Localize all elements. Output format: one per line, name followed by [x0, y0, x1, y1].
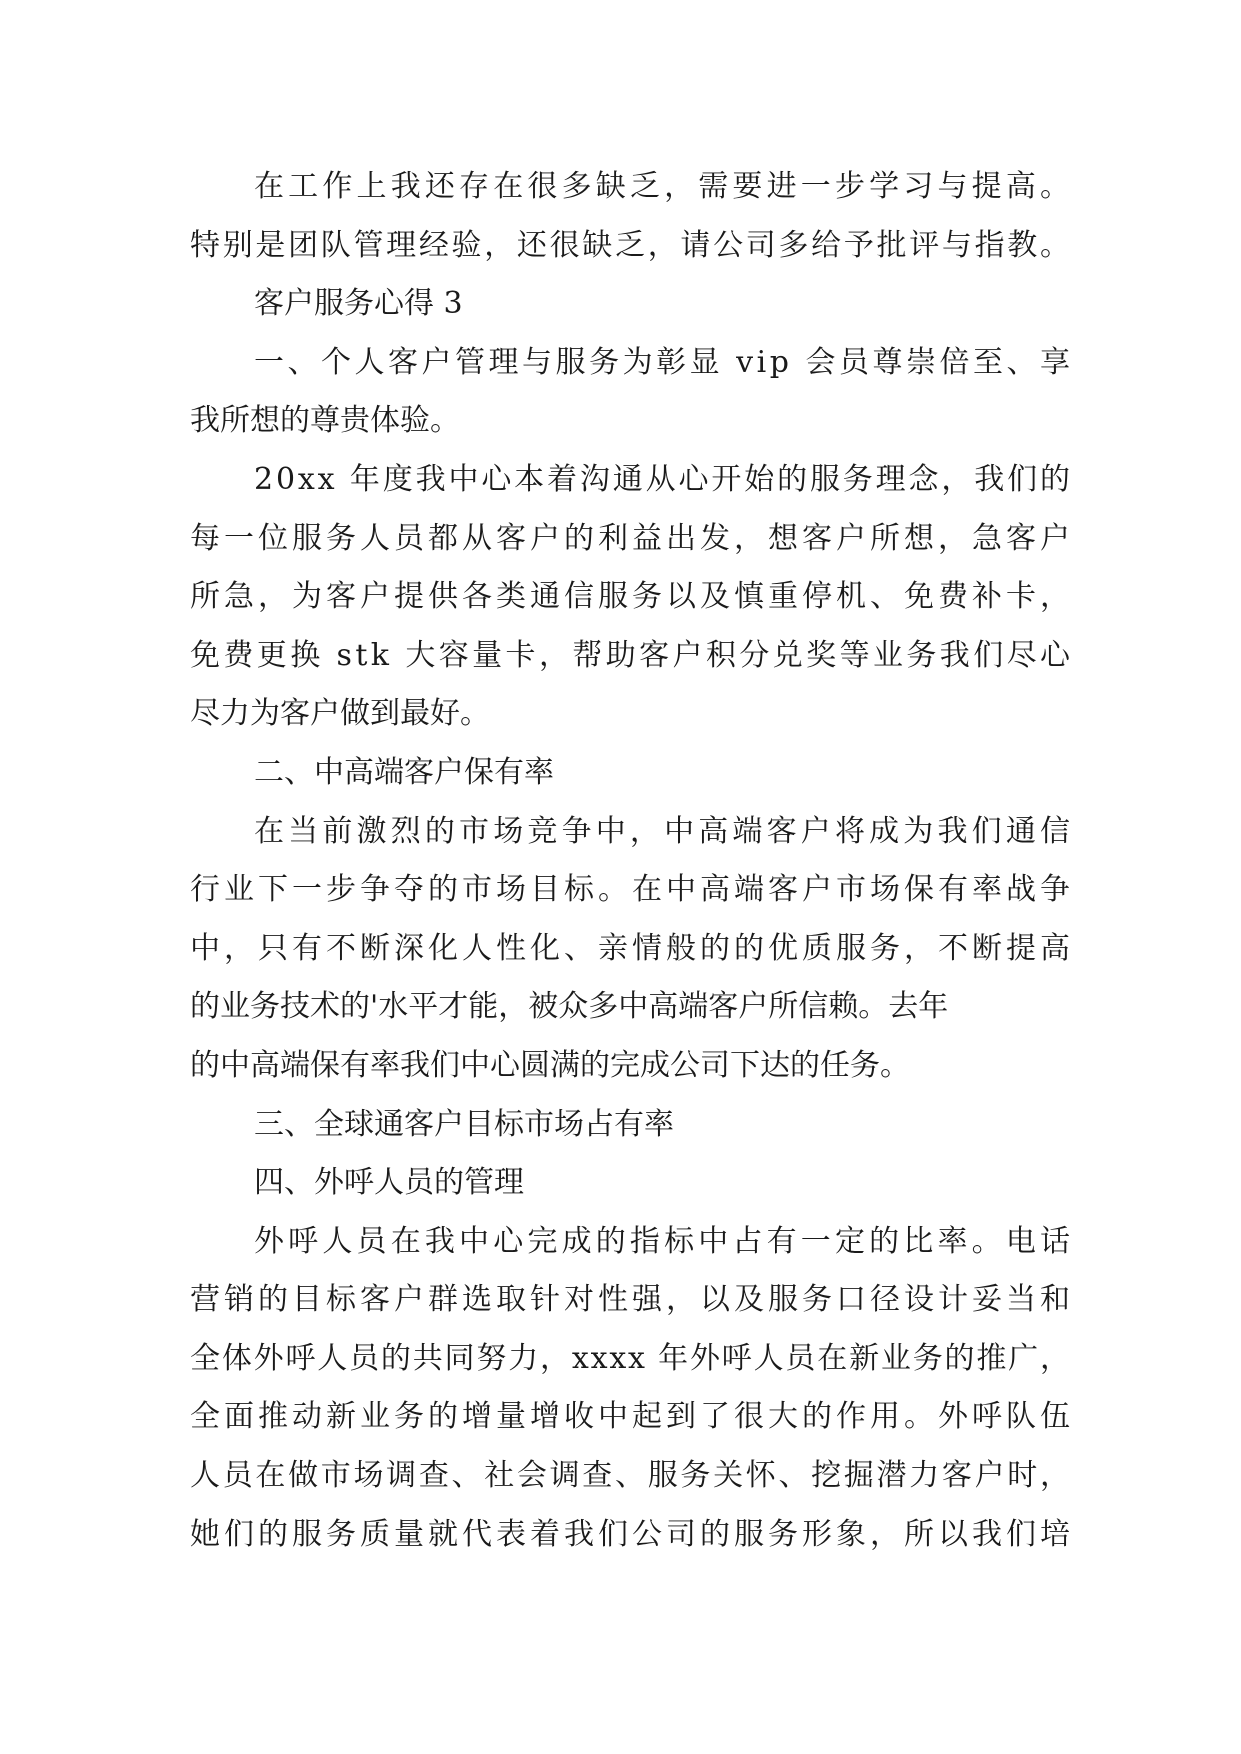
document-body	[190, 158, 1075, 1564]
text-line: 在工作上我还存在很多缺乏，需要进一步学习与提高。	[254, 169, 1075, 204]
text-line: 行业下一步争夺的市场目标。在中高端客户市场保有率战争	[190, 872, 1074, 908]
text-line: 全体外呼人员的共同努力，xxxx 年外呼人员在新业务的推广，	[190, 1340, 1072, 1376]
text-line: 全面推动新业务的增量增收中起到了很大的作用。外呼队伍	[190, 1399, 1074, 1435]
text-line: 尽力为客户做到最好。	[190, 696, 490, 732]
text-line: 一、个人客户管理与服务为彰显 vip 会员尊崇倍至、享	[254, 344, 1074, 380]
text-line: 客户服务心得 3	[254, 286, 463, 322]
text-line: 免费更换 stk 大容量卡，帮助客户积分兑奖等业务我们尽心	[190, 637, 1074, 673]
text-line: 三、全球通客户目标市场占有率	[254, 1106, 674, 1142]
text-line: 20xx 年度我中心本着沟通从心开始的服务理念，我们的	[254, 461, 1073, 497]
text-line: 所急，为客户提供各类通信服务以及慎重停机、免费补卡，	[190, 579, 1074, 615]
text-line: 的业务技术的'水平才能，被众多中高端客户所信赖。去年	[190, 989, 949, 1025]
text-line: 她们的服务质量就代表着我们公司的服务形象，所以我们培	[190, 1516, 1074, 1552]
text-line: 四、外呼人员的管理	[254, 1165, 524, 1201]
text-line: 每一位服务人员都从客户的利益出发，想客户所想，急客户	[190, 520, 1074, 556]
text-line: 的中高端保有率我们中心圆满的完成公司下达的任务。	[190, 1047, 910, 1083]
text-line: 外呼人员在我中心完成的指标中占有一定的比率。电话	[254, 1223, 1075, 1259]
text-line: 营销的目标客户群选取针对性强，以及服务口径设计妥当和	[190, 1282, 1074, 1318]
text-line: 我所想的尊贵体验。	[190, 403, 460, 439]
text-line: 特别是团队管理经验，还很缺乏，请公司多给予批评与指教。	[190, 227, 1073, 263]
text-line: 人员在做市场调查、社会调查、服务关怀、挖掘潜力客户时，	[190, 1458, 1073, 1494]
text-line: 中，只有不断深化人性化、亲情般的的优质服务，不断提高	[190, 930, 1074, 966]
text-line: 二、中高端客户保有率	[254, 754, 554, 790]
text-line: 在当前激烈的市场竞争中，中高端客户将成为我们通信	[254, 813, 1075, 849]
